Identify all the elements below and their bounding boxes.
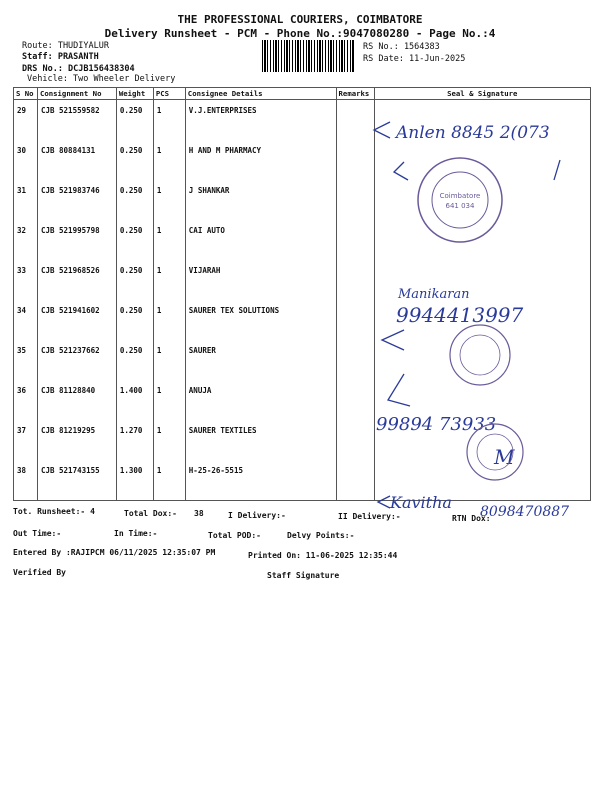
cell-sno: 36: [14, 380, 38, 420]
verified-by: Verified By: [13, 568, 66, 577]
rtn-dox: RTN Dox:: [452, 514, 491, 523]
company-stamp: [418, 158, 502, 242]
cell-weight: 1.270: [116, 420, 153, 460]
barcode: [262, 40, 354, 72]
tick-mark: [374, 122, 390, 138]
col-weight: Weight: [116, 88, 153, 100]
cell-sno: 37: [14, 420, 38, 460]
cell-pcs: 1: [153, 220, 185, 260]
out-time: Out Time:-: [13, 529, 62, 538]
cell-pcs: 1: [153, 460, 185, 501]
rs-date: RS Date: 11-Jun-2025: [363, 54, 466, 64]
cell-consignee: ANUJA: [185, 380, 336, 420]
total-dox-label: Total Dox:-: [124, 509, 177, 518]
rs-number: RS No.: 1564383: [363, 42, 440, 52]
cell-weight: 1.300: [116, 460, 153, 501]
cell-consignee: SAURER: [185, 340, 336, 380]
cell-sno: 29: [14, 100, 38, 141]
handwriting-row34-phone: 9944413997: [396, 303, 524, 327]
cell-consignee: H AND M PHARMACY: [185, 140, 336, 180]
cell-consignee: J SHANKAR: [185, 180, 336, 220]
cell-pcs: 1: [153, 100, 185, 141]
cell-cno: CJB 81128840: [37, 380, 116, 420]
staff: Staff: PRASANTH: [22, 52, 99, 62]
tick-mark: [394, 162, 408, 180]
cell-sno: 33: [14, 260, 38, 300]
table-header-row: [14, 88, 591, 100]
cell-weight: 0.250: [116, 220, 153, 260]
col-remarks: Remarks: [336, 88, 374, 100]
col-consignee: Consignee Details: [185, 88, 336, 100]
tick-mark: [378, 496, 390, 508]
i-delivery: I Delivery:-: [228, 511, 286, 520]
cell-cno: CJB 521995798: [37, 220, 116, 260]
cell-cno: CJB 521743155: [37, 460, 116, 501]
cell-consignee: V.J.ENTERPRISES: [185, 100, 336, 141]
cell-consignee: SAURER TEX SOLUTIONS: [185, 300, 336, 340]
cell-cno: CJB 521968526: [37, 260, 116, 300]
handwriting-row29: Anlen 8845 2(073: [396, 123, 550, 143]
in-time: In Time:-: [114, 529, 158, 538]
vehicle: Vehicle: Two Wheeler Delivery: [27, 74, 176, 84]
handwriting-row38-phone: 8098470887: [480, 504, 570, 520]
cell-weight: 1.400: [116, 380, 153, 420]
col-sno: S No: [14, 88, 38, 100]
cell-pcs: 1: [153, 420, 185, 460]
cell-sno: 30: [14, 140, 38, 180]
cell-cno: CJB 80884131: [37, 140, 116, 180]
tick-mark: [388, 374, 410, 406]
cell-pcs: 1: [153, 380, 185, 420]
cell-weight: 0.250: [116, 340, 153, 380]
drs-number: DRS No.: DCJB156438304: [22, 64, 135, 74]
cell-pcs: 1: [153, 140, 185, 180]
route: Route: THUDIYALUR: [22, 41, 109, 51]
cell-weight: 0.250: [116, 300, 153, 340]
entered-by: Entered By :RAJIPCM 06/11/2025 12:35:07 PM: [13, 548, 216, 557]
handwriting-row34-name: Manikaran: [398, 287, 470, 302]
cell-cno: CJB 521237662: [37, 340, 116, 380]
cell-weight: 0.250: [116, 180, 153, 220]
cell-sno: 35: [14, 340, 38, 380]
tick-mark: [382, 330, 404, 350]
tot-runsheet: Tot. Runsheet:- 4: [13, 507, 95, 516]
handwriting-row35: M: [494, 445, 515, 469]
handwriting-row36: 99894 73933: [376, 414, 497, 435]
handwriting-row38-name: Kavitha: [390, 493, 452, 512]
signatures-layer: [360, 100, 600, 520]
cell-sno: 32: [14, 220, 38, 260]
cell-weight: 0.250: [116, 140, 153, 180]
delvy-points: Delvy Points:-: [287, 531, 355, 540]
svg-text:641 034: 641 034: [445, 202, 475, 210]
cell-pcs: 1: [153, 340, 185, 380]
cell-pcs: 1: [153, 180, 185, 220]
total-dox-value: 38: [194, 509, 204, 518]
cell-cno: CJB 521941602: [37, 300, 116, 340]
cell-cno: CJB 521559582: [37, 100, 116, 141]
document-subtitle: Delivery Runsheet - PCM - Phone No.:9047080280 - Page No.:4: [104, 27, 496, 40]
total-pod: Total POD:-: [208, 531, 261, 540]
cell-consignee: CAI AUTO: [185, 220, 336, 260]
round-stamp-1: [450, 325, 510, 385]
tick-mark: [554, 160, 560, 180]
cell-pcs: 1: [153, 300, 185, 340]
col-pcs: PCS: [153, 88, 185, 100]
col-seal: Seal & Signature: [374, 88, 590, 100]
printed-on: Printed On: 11-06-2025 12:35:44: [248, 551, 398, 560]
cell-cno: CJB 521983746: [37, 180, 116, 220]
document-title: THE PROFESSIONAL COURIERS, COIMBATORE: [177, 13, 423, 26]
cell-consignee: SAURER TEXTILES: [185, 420, 336, 460]
staff-signature: Staff Signature: [267, 571, 340, 580]
cell-sno: 34: [14, 300, 38, 340]
svg-text:Coimbatore: Coimbatore: [439, 192, 481, 200]
cell-weight: 0.250: [116, 260, 153, 300]
cell-sno: 31: [14, 180, 38, 220]
cell-consignee: VIJARAH: [185, 260, 336, 300]
cell-cno: CJB 81219295: [37, 420, 116, 460]
cell-sno: 38: [14, 460, 38, 501]
col-consignment: Consignment No: [37, 88, 116, 100]
cell-pcs: 1: [153, 260, 185, 300]
ii-delivery: II Delivery:-: [338, 512, 401, 521]
cell-weight: 0.250: [116, 100, 153, 141]
cell-consignee: H-25-26-5515: [185, 460, 336, 501]
